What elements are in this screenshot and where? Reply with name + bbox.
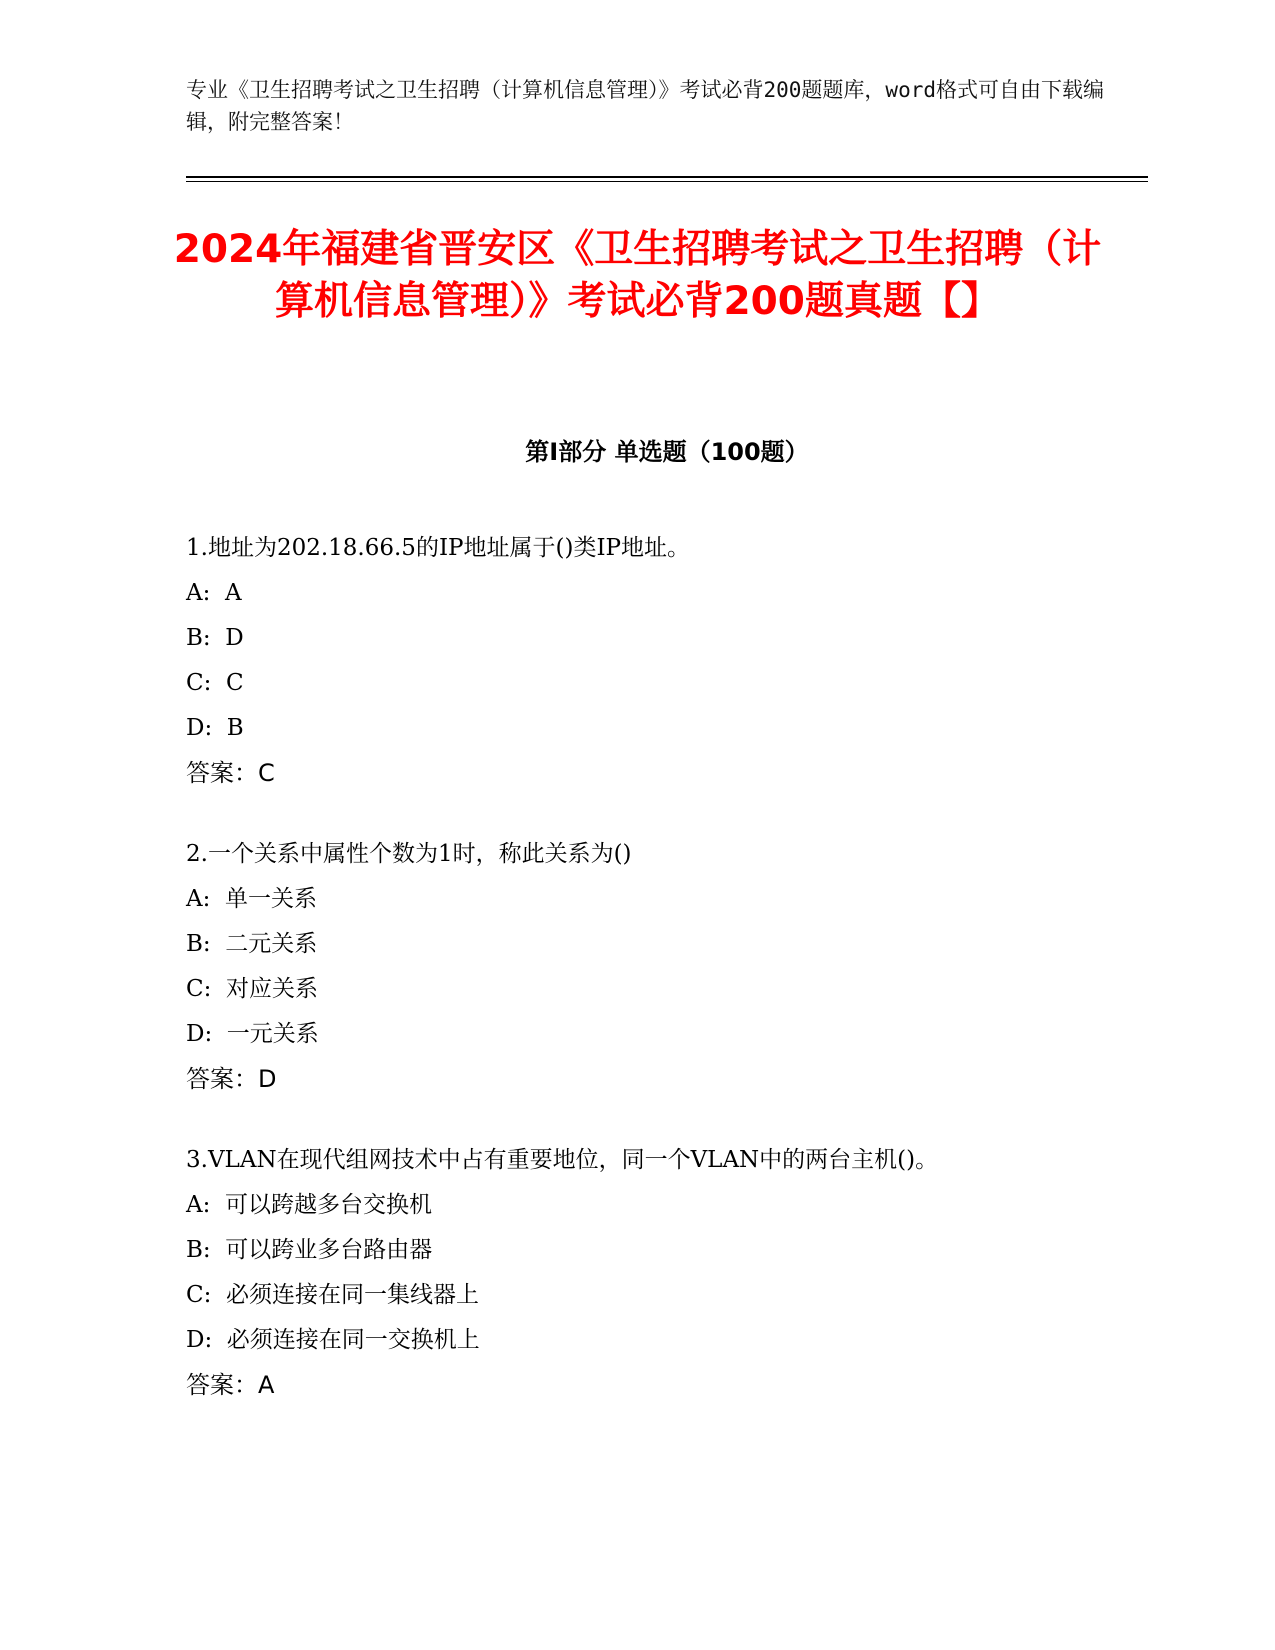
option-d: D: 一元关系 (186, 1021, 319, 1047)
answer: 答案：D (186, 1065, 277, 1093)
document-title: 2024年福建省晋安区《卫生招聘考试之卫生招聘（计算机信息管理）》考试必背200题真题【】 (173, 227, 1102, 324)
question-stem: 3.VLAN在现代组网技术中占有重要地位，同一个VLAN中的两台主机()。 (186, 1147, 939, 1173)
option-b: B: 二元关系 (186, 931, 318, 957)
question-2 (186, 832, 1106, 1102)
answer: 答案：A (186, 1371, 275, 1399)
option-b: B: 可以跨业多台路由器 (186, 1237, 433, 1263)
option-c: C: 必须连接在同一集线器上 (186, 1282, 479, 1308)
option-d: D: B (186, 715, 244, 741)
header-divider-thick (186, 176, 1148, 178)
option-a: A: 单一关系 (186, 886, 317, 912)
question-1 (186, 526, 1106, 796)
option-b: B: D (186, 625, 244, 651)
question-3 (186, 1138, 1106, 1408)
option-a: A: 可以跨越多台交换机 (186, 1192, 432, 1218)
question-stem: 1.地址为202.18.66.5的IP地址属于()类IP地址。 (186, 535, 691, 561)
option-a: A: A (186, 580, 242, 606)
question-stem: 2.一个关系中属性个数为1时，称此关系为() (186, 841, 632, 867)
question-list (186, 526, 1106, 1444)
option-c: C: C (186, 670, 244, 696)
header-note: 专业《卫生招聘考试之卫生招聘（计算机信息管理）》考试必背200题题库，word格式可自由下载编辑，附完整答案！ (186, 78, 1104, 134)
answer: 答案：C (186, 759, 275, 787)
section-title: 第Ⅰ部分 单选题（100题） (525, 438, 809, 466)
option-d: D: 必须连接在同一交换机上 (186, 1327, 480, 1353)
option-c: C: 对应关系 (186, 976, 318, 1002)
header-divider-thin (186, 181, 1148, 182)
